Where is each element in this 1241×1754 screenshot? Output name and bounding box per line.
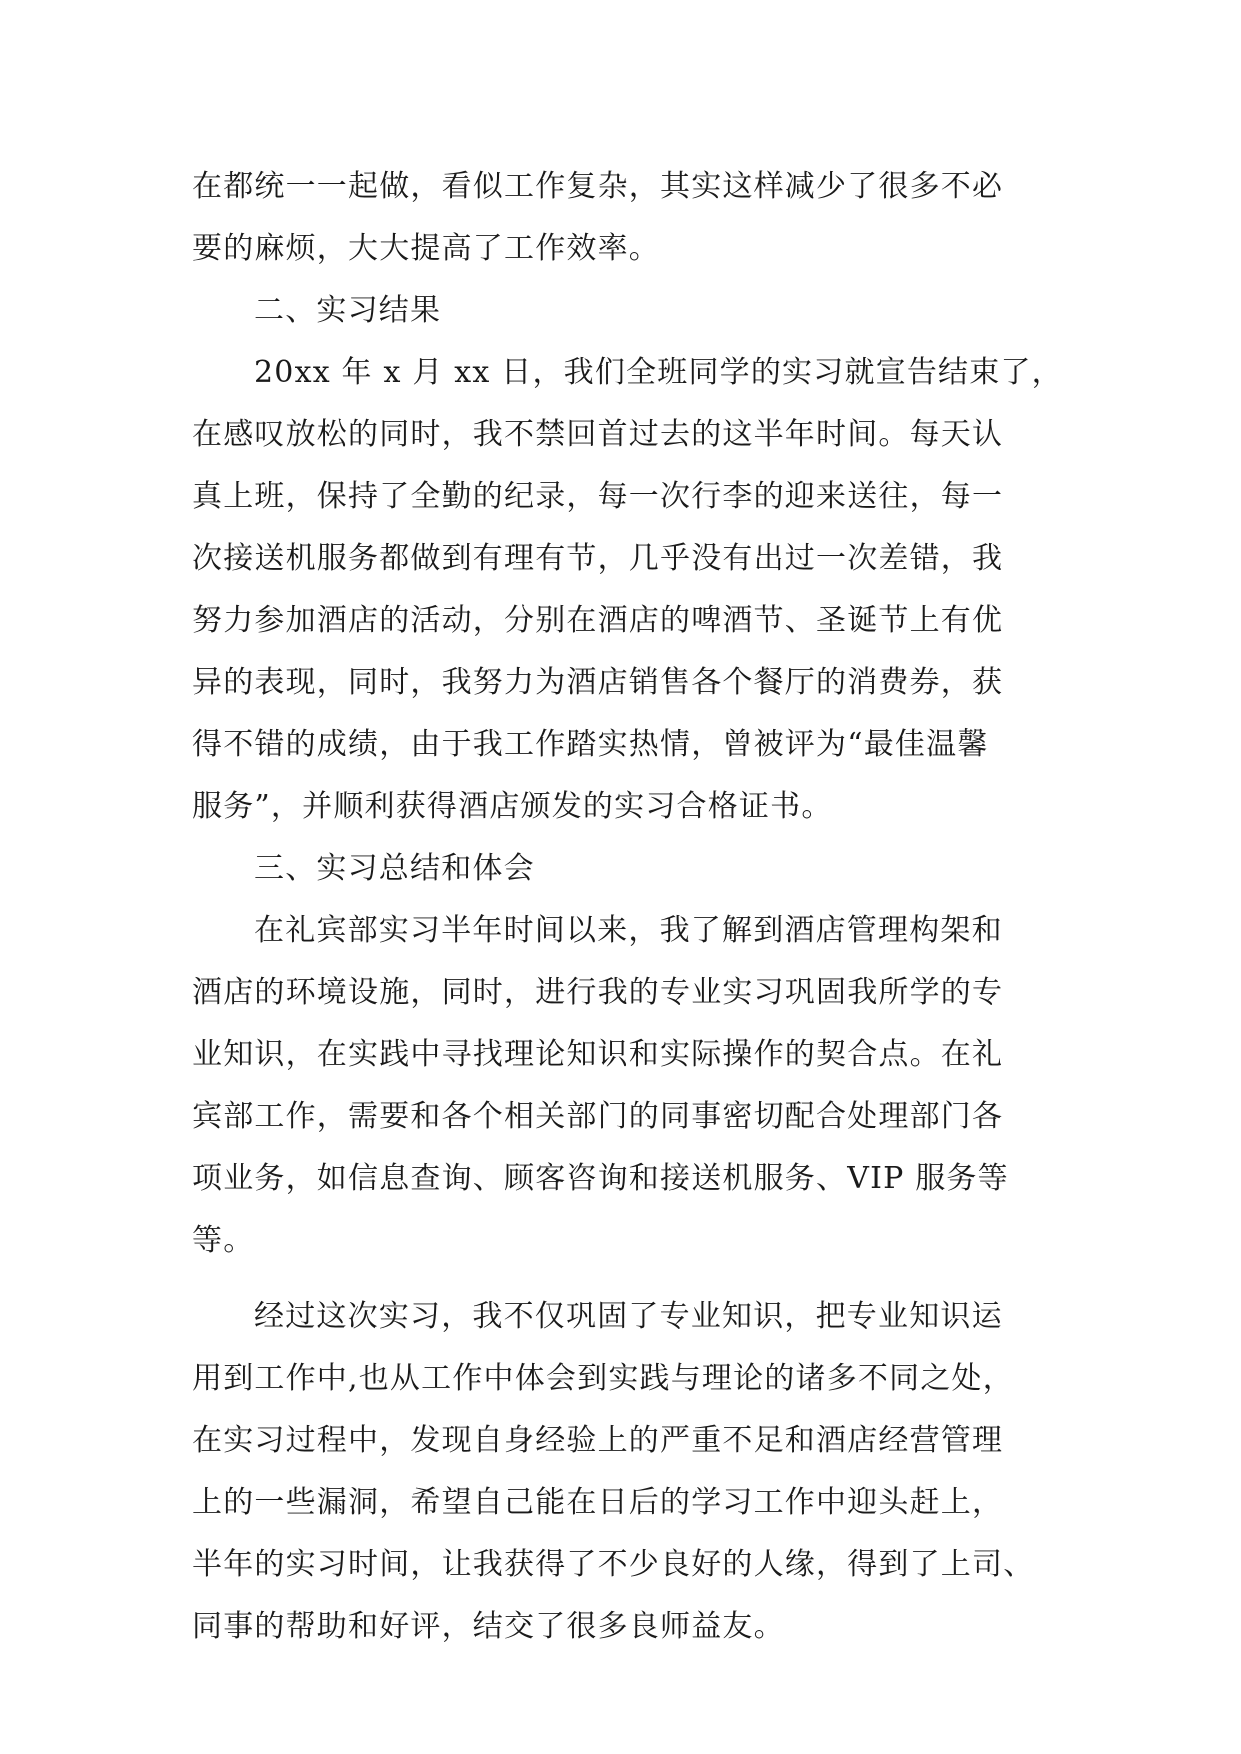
text-line: 在都统一一起做，看似工作复杂，其实这样减少了很多不必	[192, 169, 1004, 204]
text-line: 努力参加酒店的活动，分别在酒店的啤酒节、圣诞节上有优	[192, 603, 1004, 638]
paragraph-gap	[192, 1272, 1052, 1286]
text-line: 异的表现，同时，我努力为酒店销售各个餐厅的消费券，获	[192, 665, 1004, 700]
section-heading: 二、实习结果	[254, 293, 442, 328]
text-line: 服务”，并顺利获得酒店颁发的实习合格证书。	[192, 789, 833, 824]
text-line: 半年的实习时间，让我获得了不少良好的人缘，得到了上司、	[192, 1547, 1035, 1582]
text-line: 等。	[192, 1223, 255, 1258]
text-line: 同事的帮助和好评，结交了很多良师益友。	[192, 1609, 785, 1644]
text-line: 项业务，如信息查询、顾客咨询和接送机服务、VIP 服务等	[192, 1161, 1009, 1196]
text-line: 在感叹放松的同时，我不禁回首过去的这半年时间。每天认	[192, 417, 1004, 452]
text-line: 在实习过程中，发现自身经验上的严重不足和酒店经营管理	[192, 1423, 1004, 1458]
document-body	[192, 156, 1063, 1658]
text-line: 得不错的成绩，由于我工作踏实热情，曾被评为“最佳温馨	[192, 727, 989, 762]
text-line: 次接送机服务都做到有理有节，几乎没有出过一次差错，我	[192, 541, 1004, 576]
section-heading: 三、实习总结和体会	[254, 851, 535, 886]
text-line: 酒店的环境设施，同时，进行我的专业实习巩固我所学的专	[192, 975, 1004, 1010]
text-line: 用到工作中,也从工作中体会到实践与理论的诸多不同之处，	[192, 1361, 1014, 1396]
text-line: 真上班，保持了全勤的纪录，每一次行李的迎来送往，每一	[192, 479, 1004, 514]
text-line: 经过这次实习，我不仅巩固了专业知识，把专业知识运	[254, 1299, 1003, 1334]
text-line: 在礼宾部实习半年时间以来，我了解到酒店管理构架和	[254, 913, 1003, 948]
text-line: 要的麻烦，大大提高了工作效率。	[192, 231, 660, 266]
text-line: 上的一些漏洞，希望自己能在日后的学习工作中迎头赶上，	[192, 1485, 1004, 1520]
text-line: 宾部工作，需要和各个相关部门的同事密切配合处理部门各	[192, 1099, 1004, 1134]
text-line: 20xx 年 x 月 xx 日，我们全班同学的实习就宣告结束了，	[254, 355, 1063, 390]
text-line: 业知识，在实践中寻找理论知识和实际操作的契合点。在礼	[192, 1037, 1004, 1072]
